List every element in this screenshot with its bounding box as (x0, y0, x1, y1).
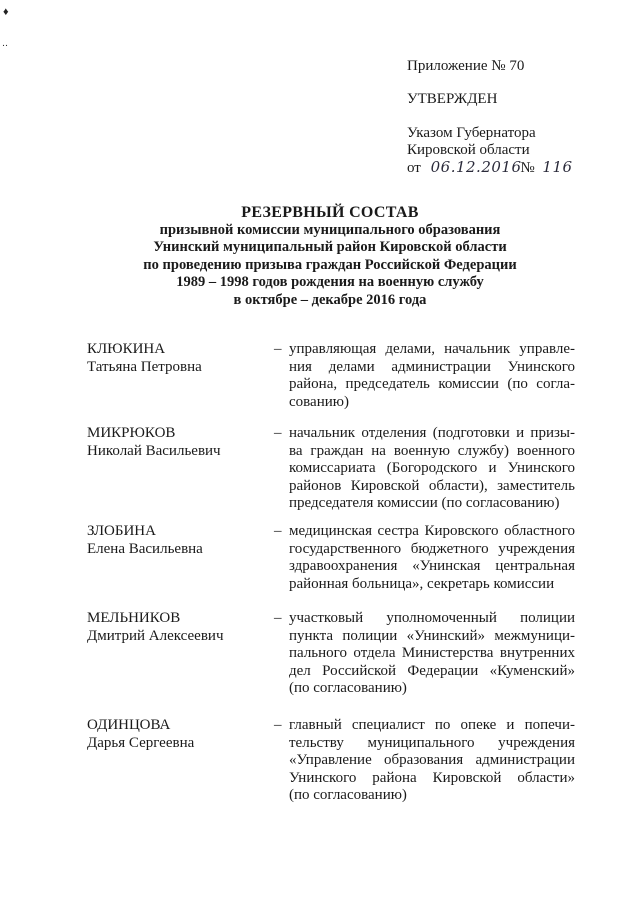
heading-line-5: 1989 – 1998 годов рождения на военную службу (176, 274, 484, 290)
handwritten-date: 06.12.2016 (430, 158, 522, 176)
role-line: медицинская сестра Кировского областного (289, 523, 575, 539)
member-surname: ЗЛОБИНА (87, 523, 156, 539)
role-line: (по согласованию) (289, 680, 407, 696)
member-role (289, 717, 575, 805)
entry-dash: – (274, 523, 282, 539)
member-name (87, 610, 267, 645)
member-surname: МЕЛЬНИКОВ (87, 610, 181, 626)
annex-label: Приложение № 70 (407, 58, 525, 74)
role-line: председателя комиссии (по согласованию) (289, 495, 560, 511)
member-role (289, 425, 575, 513)
entry-dash: – (274, 610, 282, 626)
heading-line-3: Унинский муниципальный район Кировской области (153, 239, 507, 255)
role-line: комиссариата (Богородского и Унинского (289, 460, 575, 476)
approved-label: УТВЕРЖДЕН (407, 91, 498, 107)
member-name (87, 523, 267, 558)
heading-line-2: призывной комиссии муниципального образования (159, 221, 501, 238)
role-line: (по согласованию) (289, 787, 407, 803)
role-line: ния делами администрации Унинского (289, 358, 575, 375)
role-line: государственного бюджетного учреждения (289, 540, 575, 557)
document-heading (80, 204, 580, 309)
role-line: пункта полиции «Унинский» межмуници- (289, 627, 575, 644)
role-line: «Управление образования администрации (289, 752, 575, 768)
member-name (87, 717, 267, 752)
entry-dash: – (274, 341, 282, 357)
role-line: Унинского района Кировской области» (289, 769, 575, 786)
decree-line-1: Указом Губернатора (407, 125, 536, 141)
role-line: начальник отделения (подготовки и призы- (289, 425, 575, 441)
member-role (289, 610, 575, 698)
role-line: районов Кировской области), заместитель (289, 477, 575, 494)
role-line: дел Российской Федерации «Куменский» (289, 662, 575, 679)
role-line: районная больница», секретарь комиссии (289, 575, 555, 592)
role-line: тельству муниципального учреждения (289, 734, 575, 751)
member-surname: МИКРЮКОВ (87, 425, 176, 441)
heading-line-4: по проведению призыва граждан Российской Федерации (143, 256, 517, 273)
entry-dash: – (274, 717, 282, 733)
from-label: от (407, 160, 421, 176)
role-line: сованию) (289, 393, 349, 410)
member-given-names: Татьяна Петровна (87, 358, 202, 375)
role-line: пального отдела Министерства внутренних (289, 645, 575, 661)
number-label: № (520, 160, 535, 176)
role-line: главный специалист по опеке и попечи- (289, 717, 575, 733)
member-given-names: Дмитрий Алексеевич (87, 627, 224, 644)
member-given-names: Николай Васильевич (87, 442, 221, 459)
member-surname: ОДИНЦОВА (87, 717, 171, 733)
member-surname: КЛЮКИНА (87, 341, 166, 357)
handwritten-number: 116 (542, 158, 573, 176)
heading-line-6: в октябре – декабре 2016 года (233, 291, 427, 308)
member-given-names: Елена Васильевна (87, 540, 203, 557)
member-name (87, 425, 267, 460)
member-role (289, 523, 575, 593)
member-name (87, 341, 267, 376)
role-line: района, председатель комиссии (по согла- (289, 376, 575, 392)
entry-dash: – (274, 425, 282, 441)
heading-title: РЕЗЕРВНЫЙ СОСТАВ (241, 204, 419, 221)
role-line: участковый уполномоченный полиции (289, 610, 575, 626)
role-line: ва граждан на военную службу) военного (289, 442, 575, 459)
decree-line-2: Кировской области (407, 142, 530, 158)
margin-mark-top: ♦ (3, 6, 9, 18)
role-line: управляющая делами, начальник управле- (289, 341, 575, 357)
member-role (289, 341, 575, 411)
member-given-names: Дарья Сергеевна (87, 734, 195, 751)
role-line: здравоохранения «Унинская центральная (289, 558, 575, 574)
decree-date-line (407, 158, 573, 177)
margin-mark-lower: ‥ (2, 38, 9, 48)
